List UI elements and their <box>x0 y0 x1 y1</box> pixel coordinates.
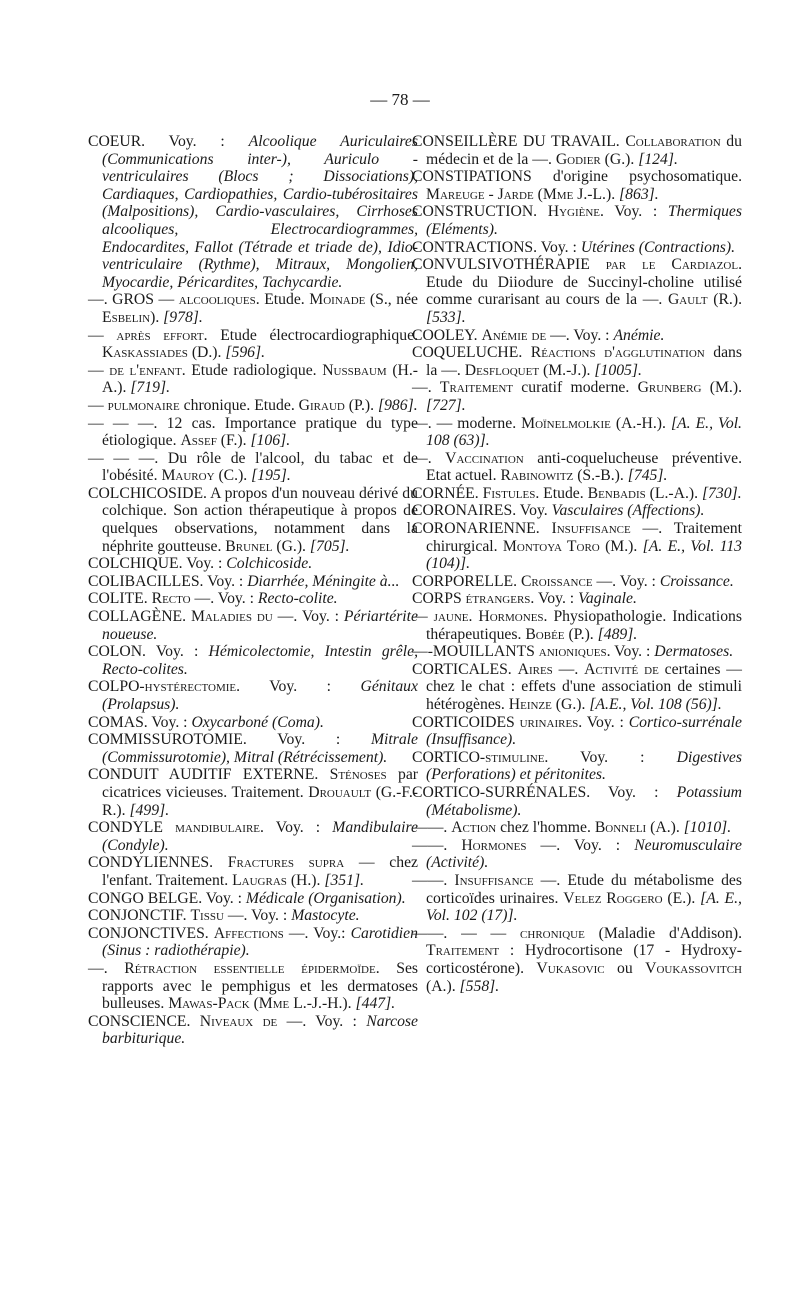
entry-segment: Traitement <box>439 379 514 397</box>
entry-segment: me <box>272 995 290 1013</box>
entry-segment: Tissu <box>190 907 224 925</box>
entry-segment: Maladies du <box>190 608 273 626</box>
entry-segment: CONDUIT AUDITIF EXTERNE. <box>88 766 330 784</box>
entry-segment: dans la —. <box>426 344 742 379</box>
entry-segment: [986]. <box>377 396 418 414</box>
index-entry <box>412 925 742 995</box>
entry-segment: Giraud <box>298 396 345 414</box>
entry-segment: Niveaux de <box>199 1012 278 1030</box>
entry-segment: [705]. <box>309 537 350 555</box>
entry-segment: CONDYLE <box>88 819 176 837</box>
entry-segment: [727]. <box>426 396 466 414</box>
entry-segment: COLLAGÈNE. <box>88 608 191 626</box>
entry-segment: Dermatoses. <box>654 643 734 661</box>
entry-segment: Traitement <box>426 942 500 960</box>
entry-segment: ——. — — <box>412 924 521 942</box>
entry-segment: J.-L.). <box>573 185 620 203</box>
entry-segment: Vasculaires (Affections). <box>551 502 705 520</box>
entry-segment: CORNÉE. <box>412 484 483 502</box>
entry-segment: Cortico-surrénale (Insuffisance). <box>426 713 742 749</box>
entry-segment: —. Voy. : <box>546 326 614 344</box>
entry-segment: ——. <box>412 819 452 837</box>
index-entry <box>412 168 742 203</box>
entry-segment: [A. E., Vol. 108 (63)]. <box>426 414 742 450</box>
entry-segment: CORONARIENNE. <box>412 520 552 538</box>
entry-segment: Hormones <box>461 836 527 854</box>
entry-segment: (M.-J.). <box>539 361 595 379</box>
entry-segment: CONJONCTIVES. <box>88 924 214 942</box>
index-entry <box>412 256 742 326</box>
entry-segment: Drouault <box>308 783 372 801</box>
entry-segment: jaune. Hormones <box>433 608 544 626</box>
index-entry <box>412 415 742 450</box>
entry-segment: Anémie. <box>613 326 665 344</box>
entry-segment: CONSTRUCTION. <box>412 203 548 221</box>
entry-segment: . Voy. : <box>600 203 668 221</box>
index-entry <box>412 133 742 168</box>
entry-segment: — <box>412 608 434 626</box>
entry-segment: COLPO- <box>88 678 145 696</box>
index-entry <box>88 907 418 925</box>
index-entry <box>88 960 418 1013</box>
entry-segment: COLON. Voy. : <box>88 643 209 661</box>
entry-segment: Digestives (Perforations) et péritonites. <box>426 748 742 784</box>
entry-segment: curatif moderne. <box>513 379 638 397</box>
index-entry <box>88 608 418 643</box>
index-entry <box>412 344 742 379</box>
index-entry <box>412 819 742 837</box>
entry-segment: pulmonaire <box>107 396 180 414</box>
entry-segment: (M.). <box>599 537 643 555</box>
index-entry <box>412 520 742 573</box>
entry-segment: Recto <box>151 590 191 608</box>
entry-segment: Brunel <box>225 537 273 555</box>
entry-segment: (P.). <box>344 396 378 414</box>
entry-segment: CONSEILLÈRE DU TRAVAIL. <box>412 133 626 150</box>
entry-segment: [596]. <box>225 344 266 362</box>
entry-segment: Narcose barbiturique. <box>102 1012 418 1048</box>
entry-segment: —. Voy. : <box>277 1012 367 1030</box>
entry-segment: (G.-F.-R.). <box>102 783 419 819</box>
entry-segment: Velez Roggero <box>563 889 663 907</box>
entry-segment: . Etude radiologique. <box>181 361 323 379</box>
entry-segment: Croissance. <box>659 572 734 590</box>
entry-segment: (G.). <box>272 537 310 555</box>
entry-segment: —. Voy. : <box>190 590 258 608</box>
entry-segment: Neuromusculaire (Activité). <box>426 836 742 872</box>
entry-segment: Collaboration <box>625 133 721 150</box>
entry-segment: (M <box>249 995 273 1013</box>
entry-segment: (A.-H.). <box>610 414 671 432</box>
entry-segment: (D.). <box>187 344 226 362</box>
entry-segment: Esbelin <box>102 308 151 326</box>
entry-segment: (A.). <box>646 819 684 837</box>
index-entry <box>412 590 742 608</box>
index-entry <box>412 573 742 591</box>
entry-segment: COEUR. Voy. : <box>88 133 249 150</box>
entry-segment: (M <box>533 185 557 203</box>
entry-segment: Mareuge - Jarde <box>426 185 534 203</box>
entry-segment: CORTICO- <box>412 748 486 766</box>
entry-segment: après effort <box>116 326 204 344</box>
index-entry <box>412 502 742 520</box>
entry-segment: —. Voy. : <box>272 608 344 626</box>
entry-segment: Montoya Toro <box>502 537 600 555</box>
entry-segment: — <box>88 326 117 344</box>
entry-segment: . Voy. : <box>606 643 655 661</box>
entry-segment: Rabinowitz <box>500 467 574 485</box>
entry-segment: (P.). <box>564 625 598 643</box>
index-entry <box>88 555 418 573</box>
entry-segment: Croissance <box>520 572 593 590</box>
entry-segment: CORPORELLE. <box>412 572 521 590</box>
entry-segment: alcooliques <box>178 291 256 309</box>
index-entry <box>88 133 418 291</box>
entry-segment: —. Voy. : <box>223 907 292 925</box>
entry-segment: Thermiques (Eléments). <box>426 203 742 238</box>
entry-segment: Activité de <box>584 660 659 678</box>
entry-segment: . Etude du Diiodure de Succinyl-choline utilisé comme curarisant au cours de la —. <box>426 256 742 309</box>
entry-segment: Heinze <box>508 696 552 713</box>
entry-segment: [A. E., Vol. 113 (104)]. <box>426 537 743 573</box>
entry-segment: (S.-B.). <box>573 467 628 485</box>
index-entry <box>412 379 742 414</box>
index-entry <box>88 362 418 397</box>
entry-segment: —. — moderne. <box>412 414 522 432</box>
index-entry <box>412 872 742 925</box>
entry-segment: Utérines (Contractions). <box>580 238 736 256</box>
page-number: — 78 — <box>370 90 430 109</box>
entry-segment: (R.). <box>707 291 742 309</box>
entry-segment: [124]. <box>638 150 678 168</box>
entry-segment: [863]. <box>619 185 659 203</box>
entry-segment: — — —. Du rôle de l'alcool, du tabac et de l'obésité. <box>88 449 418 485</box>
entry-segment: Grunberg <box>637 379 702 397</box>
entry-segment: Vukasovic <box>536 959 605 977</box>
index-entry <box>88 397 418 415</box>
entry-segment: — <box>88 396 108 414</box>
index-entry <box>88 573 418 591</box>
entry-segment: (C.). <box>214 467 252 485</box>
entry-segment: (E.). <box>662 889 701 907</box>
index-entry <box>412 485 742 503</box>
index-entry <box>88 450 418 485</box>
entry-segment: —. <box>412 449 446 467</box>
entry-segment: [533]. <box>426 308 466 326</box>
entry-segment: Fistules <box>482 484 536 502</box>
entry-segment: chronique. Etude. <box>179 396 299 414</box>
entry-segment: Colchicoside. <box>226 555 313 573</box>
entry-segment: Recto-colite. <box>257 590 338 608</box>
entry-segment: Insuffisance <box>454 871 534 889</box>
entry-segment: . Physiopathologie. Indications thérapeutiques. <box>426 608 742 643</box>
entry-segment: CORTICALES. <box>412 660 518 678</box>
entry-segment: — — —. 12 cas. Importance pratique du type étiologique. <box>88 414 418 450</box>
entry-segment: Kaskassiades <box>102 344 188 362</box>
entry-segment: par cicatrices vicieuses. Traitement. <box>102 766 419 801</box>
entry-segment: Mitrale (Commissurotomie), Mitral (Rétrécissement). <box>102 731 418 766</box>
entry-segment: CONVULSIVOTHÉRAPIE <box>412 256 606 274</box>
entry-segment: Nussbaum <box>322 361 387 379</box>
entry-segment: [A. E., Vol. 102 (17)]. <box>426 889 742 925</box>
entry-segment: . Voy. : <box>236 678 361 696</box>
index-entry <box>88 766 418 819</box>
entry-segment: Médicale (Organisation). <box>245 889 406 907</box>
entry-segment: (F.). <box>216 432 251 450</box>
entry-segment: [A.E., Vol. 108 (56)]. <box>589 696 722 713</box>
index-entry <box>88 485 418 555</box>
entry-segment: de l'enfant <box>109 361 182 379</box>
entry-segment: (G.). <box>551 696 590 713</box>
entry-segment: —. Voy.: <box>283 924 351 942</box>
entry-segment: CORPS <box>412 590 466 608</box>
entry-segment: Diarrhée, Méningite à... <box>247 572 400 590</box>
index-entry <box>88 415 418 450</box>
entry-segment: COMAS. Voy. : <box>88 713 192 731</box>
entry-segment: (H.). <box>286 871 325 889</box>
entry-segment: Action <box>451 819 497 837</box>
entry-segment: anti-coquelucheuse préventive. Etat actuel. <box>426 449 743 485</box>
entry-segment: ). <box>150 308 164 326</box>
entry-segment: Godier <box>555 150 601 168</box>
index-entry <box>88 890 418 908</box>
entry-segment: Mauroy <box>161 467 215 485</box>
entry-segment: CONSCIENCE. <box>88 1012 200 1030</box>
entry-segment: (S., née <box>365 291 419 309</box>
entry-segment: Insuffisance <box>551 520 631 538</box>
entry-segment: Oxycarboné (Coma). <box>191 713 324 731</box>
entry-segment: . Ses rapports avec le pemphigus et les dermatoses bulleuses. <box>102 959 419 1013</box>
entry-segment: —. Traitement chirurgical. <box>426 520 742 555</box>
entry-segment: me <box>556 185 574 203</box>
index-entry <box>88 819 418 854</box>
entry-segment: Mandibulaire (Condyle). <box>102 819 418 854</box>
index-entry <box>412 784 742 819</box>
entry-segment: ——. <box>412 871 455 889</box>
entry-segment: Gault <box>667 291 708 309</box>
entry-segment: [351]. <box>324 871 365 889</box>
entry-segment: [1005]. <box>594 361 642 379</box>
entry-segment: —. Voy. : <box>592 572 660 590</box>
entry-segment: —. Etude du métabolisme des corticoïdes urinaires. <box>426 871 742 907</box>
entry-segment: . Voy. : <box>530 590 579 608</box>
entry-segment: COQUELUCHE. <box>412 344 531 362</box>
entry-segment: . Etude. <box>255 291 310 309</box>
entry-segment: [106]. <box>250 432 291 450</box>
index-entry <box>412 450 742 485</box>
entry-segment: par le Cardiazol <box>605 256 739 274</box>
entry-segment: COLCHIQUE. Voy. : <box>88 555 227 573</box>
entry-segment: stimuline <box>485 748 545 766</box>
entry-segment: [719]. <box>130 379 170 397</box>
entry-segment: anioniques <box>538 643 607 661</box>
index-entry <box>88 1013 418 1048</box>
entry-segment: [730]. <box>701 484 742 502</box>
entry-segment: Rétraction essentielle épidermoïde <box>124 959 376 977</box>
entry-segment: Moïnelmolkie <box>521 414 611 432</box>
entry-segment: CORONAIRES. Voy. <box>412 502 552 520</box>
entry-segment: Voukassovitch <box>645 959 742 977</box>
index-entry <box>412 239 742 257</box>
entry-segment: — chez l'enfant. Traitement. <box>102 854 418 889</box>
index-entry <box>412 837 742 872</box>
entry-segment: Aires <box>517 660 553 678</box>
entry-segment: Benbadis <box>587 484 646 502</box>
entry-segment: CONSTIPATIONS d'origine psychosomatique. <box>412 168 742 186</box>
entry-segment: Carotidien (Sinus : radiothérapie). <box>102 924 418 960</box>
entry-segment: chez l'homme. <box>496 819 595 837</box>
entry-segment: —. <box>88 959 125 977</box>
index-entry <box>412 661 742 714</box>
left-column <box>88 133 418 1048</box>
entry-segment: urinaires <box>519 713 579 731</box>
entry-segment: [489]. <box>597 625 638 643</box>
entry-segment: Alcoolique Auriculaires (Communications inter-), Auriculo - ventriculaires (Blocs ; Dissociations), Cardiaques, Cardiopathies, Cardio-tubérositaires (Malpositions), Cardio-vasculaires, Cirrhoses alcooliques, Electrocardiogrammes, Endocardites, Fallot (Tétrade et triade de), Idio-ventriculaire (Rythme), Mitraux, Mongolien, Myocardie, Péricardites, Tachycardie. <box>102 133 418 291</box>
entry-segment: Réactions d'agglutination <box>530 344 705 362</box>
entry-segment: (Maladie d'Addison). <box>584 924 743 942</box>
entry-segment: CONDYLIENNES. <box>88 854 228 872</box>
entry-segment: Bobée <box>525 625 565 643</box>
entry-segment: —. <box>552 660 585 678</box>
right-column <box>412 133 742 995</box>
entry-segment: CONGO BELGE. Voy. : <box>88 889 246 907</box>
index-entry <box>412 714 742 749</box>
entry-segment: Hémicolectomie, Intestin grêle, Recto-colites. <box>102 643 418 678</box>
entry-segment: [558]. <box>459 977 500 995</box>
entry-segment: COOLEY. <box>412 326 482 344</box>
entry-segment: Desfloquet <box>464 361 540 379</box>
entry-segment: — <box>88 361 110 379</box>
entry-segment: Vaccination <box>445 449 524 467</box>
entry-segment: Génitaux (Prolapsus). <box>102 678 418 713</box>
entry-segment: Bonneli <box>594 819 647 837</box>
entry-segment: . Etude électrocardiographique. <box>203 326 418 344</box>
index-entry <box>88 731 418 766</box>
entry-segment: Mastocyte. <box>291 907 360 925</box>
entry-segment: Affections <box>213 924 284 942</box>
entry-segment: . Voy. : <box>544 748 677 766</box>
entry-segment: Moinade <box>309 291 366 309</box>
entry-segment: Mawas-Pack <box>168 995 250 1013</box>
index-entry <box>88 590 418 608</box>
entry-segment: [1010]. <box>683 819 732 837</box>
entry-segment: —. Voy. : <box>526 836 635 854</box>
index-entry <box>88 643 418 678</box>
entry-segment: [499]. <box>129 801 170 819</box>
index-entry <box>88 714 418 732</box>
entry-segment: Périartérite noueuse. <box>102 608 418 643</box>
entry-segment: (G.). <box>600 150 639 168</box>
entry-segment: —. GROS — <box>88 291 179 309</box>
entry-segment: Fractures supra <box>227 854 345 872</box>
entry-segment: —. <box>412 379 440 397</box>
index-entry <box>412 327 742 345</box>
entry-segment: —-MOUILLANTS <box>412 643 539 661</box>
entry-segment: Laugras <box>232 871 287 889</box>
entry-segment: Potassium (Métabolisme). <box>426 783 742 819</box>
entry-segment: (A.). <box>426 977 460 995</box>
entry-segment: CONJONCTIF. <box>88 907 191 925</box>
entry-segment: du médecin et de la —. <box>426 133 742 168</box>
index-entry <box>88 925 418 960</box>
entry-segment: [745]. <box>627 467 668 485</box>
entry-segment: Sténoses <box>329 766 387 784</box>
entry-segment: [195]. <box>251 467 291 485</box>
index-entry <box>412 608 742 643</box>
entry-segment: . Voy. : <box>578 713 629 731</box>
entry-segment: certaines — chez le chat : effets d'une association de stimuli hétérogènes. <box>426 660 742 713</box>
entry-segment: (L.-A.). <box>645 484 702 502</box>
entry-segment: COLCHICOSIDE. A propos d'un nouveau dérivé du colchique. Son action thérapeutique à propos de quelques observations, notamment dans la néphrite goutteuse. <box>88 484 418 555</box>
entry-segment: Vaginale. <box>578 590 637 608</box>
entry-segment: étrangers <box>465 590 531 608</box>
entry-segment: hystérectomie <box>144 678 237 696</box>
entry-segment: [447]. <box>355 995 396 1013</box>
entry-segment: (M.). <box>701 379 742 397</box>
entry-segment: mandibulaire <box>175 819 261 837</box>
entry-segment: COLIBACILLES. Voy. : <box>88 572 248 590</box>
index-entry <box>412 643 742 661</box>
entry-segment: COLITE. <box>88 590 152 608</box>
entry-segment: Assef <box>180 432 217 450</box>
entry-segment: ——. <box>412 836 462 854</box>
entry-segment: CORTICO-SURRÉNALES. Voy. : <box>412 783 677 801</box>
index-entry <box>412 749 742 784</box>
index-entry <box>88 678 418 713</box>
entry-segment: [978]. <box>163 308 203 326</box>
entry-segment: . Voy. : <box>260 819 333 837</box>
entry-segment: CONTRACTIONS. Voy. : <box>412 238 581 256</box>
index-entry <box>88 291 418 326</box>
entry-segment: Anémie de <box>481 326 547 344</box>
entry-segment: chronique <box>520 924 585 942</box>
index-entry <box>88 854 418 889</box>
entry-segment: . Etude. <box>535 484 588 502</box>
index-entry <box>412 203 742 238</box>
entry-segment: COMMISSUROTOMIE. Voy. : <box>88 731 371 749</box>
entry-segment: : Hydrocortisone (17 - Hydroxy-corticostérone). <box>426 942 742 977</box>
index-entry <box>88 327 418 362</box>
entry-segment: L.-J.-H.). <box>289 995 356 1013</box>
entry-segment: CORTICOIDES <box>412 713 520 731</box>
entry-segment: (H.-A.). <box>102 361 419 397</box>
entry-segment: ou <box>604 959 646 977</box>
entry-segment: Hygiène <box>547 203 601 221</box>
